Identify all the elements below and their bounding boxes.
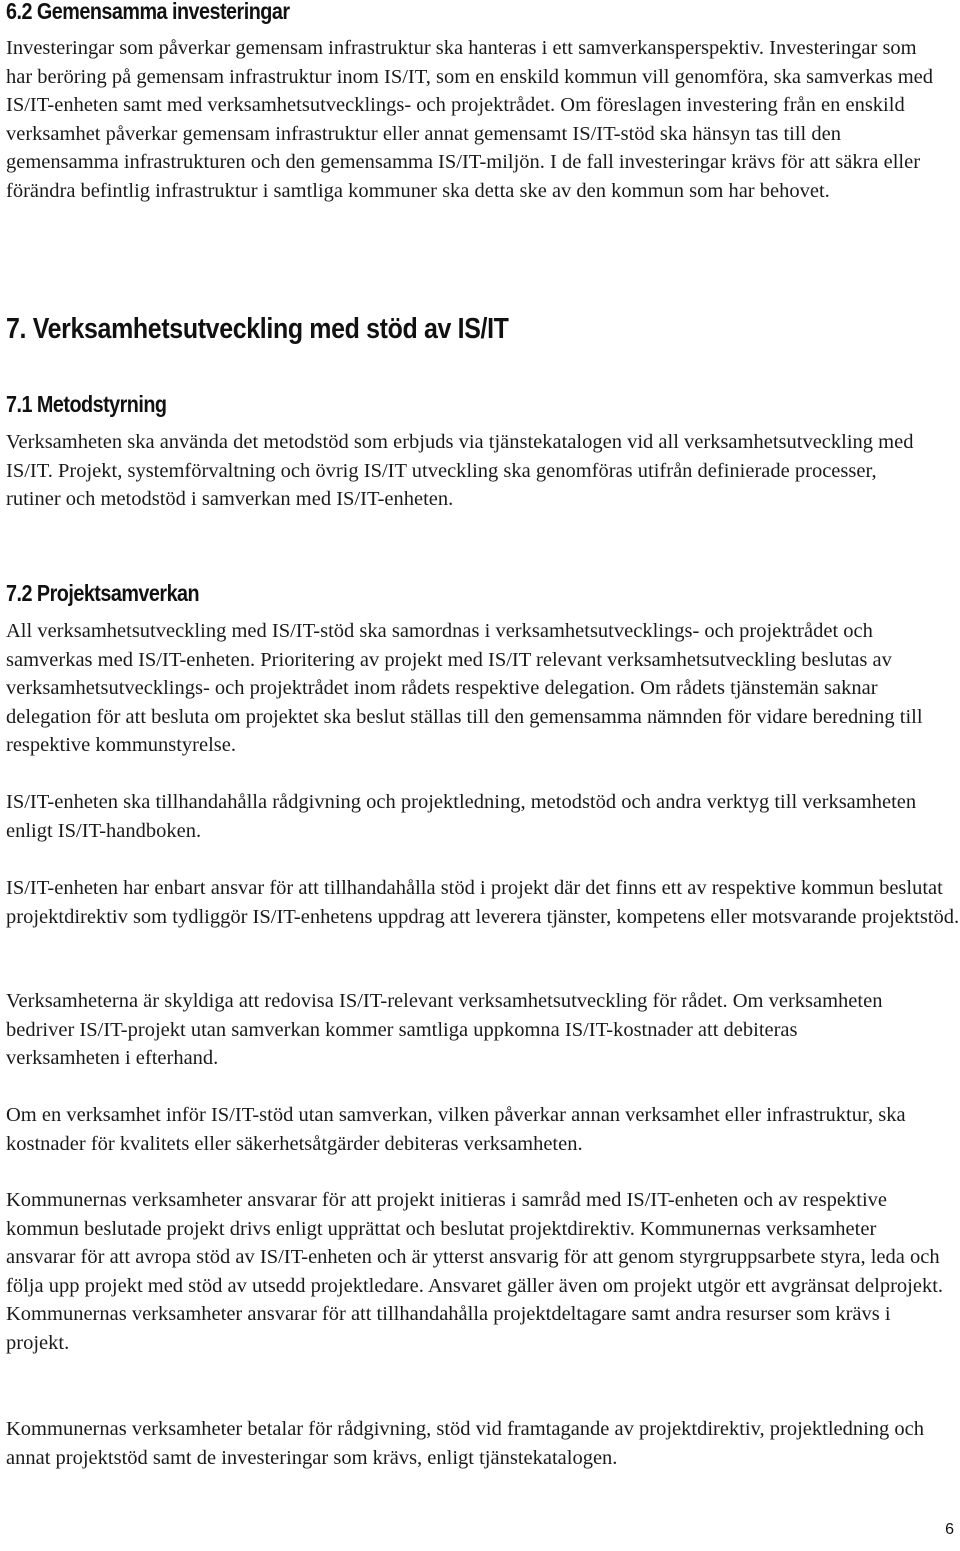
section-7-2-heading: 7.2 Projektsamverkan [6, 580, 200, 606]
section-7-1-paragraph: Verksamheten ska använda det metodstöd som erbjuds via tjänstekatalogen vid all verksamhetsutveckling med IS/IT. Projekt, systemförvaltning och övrig IS/IT utveckling ska genomföras utifrån definierade processer, rutiner och metodstöd i samverkan med IS/IT-enheten. [6, 431, 914, 511]
section-7-2-paragraph-3: IS/IT-enheten har enbart ansvar för att tillhandahålla stöd i projekt där det finns ett av respektive kommun beslutat projektdirektiv som tydliggör IS/IT-enhetens uppdrag att leverera tjänster, kompetens eller motsvarande projektstöd. [6, 877, 960, 928]
section-7-2-paragraph-5: Om en verksamhet inför IS/IT-stöd utan samverkan, vilken påverkar annan verksamhet eller infrastruktur, ska kostnader för kvalitets eller säkerhetsåtgärder debiteras verksamheten. [6, 1104, 906, 1155]
section-7-2-paragraph-2: IS/IT-enheten ska tillhandahålla rådgivning och projektledning, metodstöd och andra verktyg till verksamheten enligt IS/IT-handboken. [6, 791, 917, 842]
section-7-2-paragraph-7: Kommunernas verksamheter betalar för rådgivning, stöd vid framtagande av projektdirektiv, projektledning och annat projektstöd samt de investeringar som krävs, enligt tjänstekatalogen. [6, 1418, 925, 1469]
section-7-2-paragraph-6: Kommunernas verksamheter ansvarar för att projekt initieras i samråd med IS/IT-enheten och av respektive kommun beslutade projekt drivs enligt upprättat och beslutat projektdirektiv. Kommunernas verksamheter ansvarar för att avropa stöd av IS/IT-enheten och är ytterst ansvarig för att genom styrgruppsarbete styra, leda och följa upp projekt med stöd av utsedd projektledare. Ansvaret gäller även om projekt utgör ett avgränsat delprojekt. Kommunernas verksamheter ansvarar för att tillhandahålla projektdeltagare samt andra resurser som krävs i projekt. [6, 1189, 944, 1354]
page-number: 6 [945, 1521, 954, 1538]
section-6-2-paragraph: Investeringar som påverkar gemensam infrastruktur ska hanteras i ett samverkansperspektiv. Investeringar som har beröring på gemensam infrastruktur inom IS/IT, som en enskild kommun vill genomföra, ska samverkas med IS/IT-enheten samt med verksamhetsutvecklings- och projektrådet. Om föreslagen investering från en enskild verksamhet påverkar gemensam infrastruktur eller annat gemensamt IS/IT-stöd ska hänsyn tas till den gemensamma infrastrukturen och den gemensamma IS/IT-miljön. I de fall investeringar krävs för att säkra eller förändra befintlig infrastruktur i samtliga kommuner ska detta ske av den kommun som har behovet. [6, 37, 934, 202]
section-6-2-heading: 6.2 Gemensamma investeringar [6, 0, 290, 24]
section-7-1-heading: 7.1 Metodstyrning [6, 391, 167, 417]
section-7-2-paragraph-4: Verksamheterna är skyldiga att redovisa IS/IT-relevant verksamhetsutveckling för rådet. Om verksamheten bedriver IS/IT-projekt utan samverkan kommer samtliga uppkomna IS/IT-kostnader att debiteras verksamheten i efterhand. [6, 990, 883, 1070]
section-7-2-paragraph-1: All verksamhetsutveckling med IS/IT-stöd ska samordnas i verksamhetsutvecklings- och projektrådet och samverkas med IS/IT-enheten. Prioritering av projekt med IS/IT relevant verksamhetsutveckling beslutas av verksamhetsutvecklings- och projektrådet inom rådets respektive delegation. Om rådets tjänstemän saknar delegation för att besluta om projektet ska beslut ställas till den gemensamma nämnden för vidare beredning till respektive kommunstyrelse. [6, 620, 923, 757]
section-7-heading: 7. Verksamhetsutveckling med stöd av IS/IT [6, 313, 509, 345]
